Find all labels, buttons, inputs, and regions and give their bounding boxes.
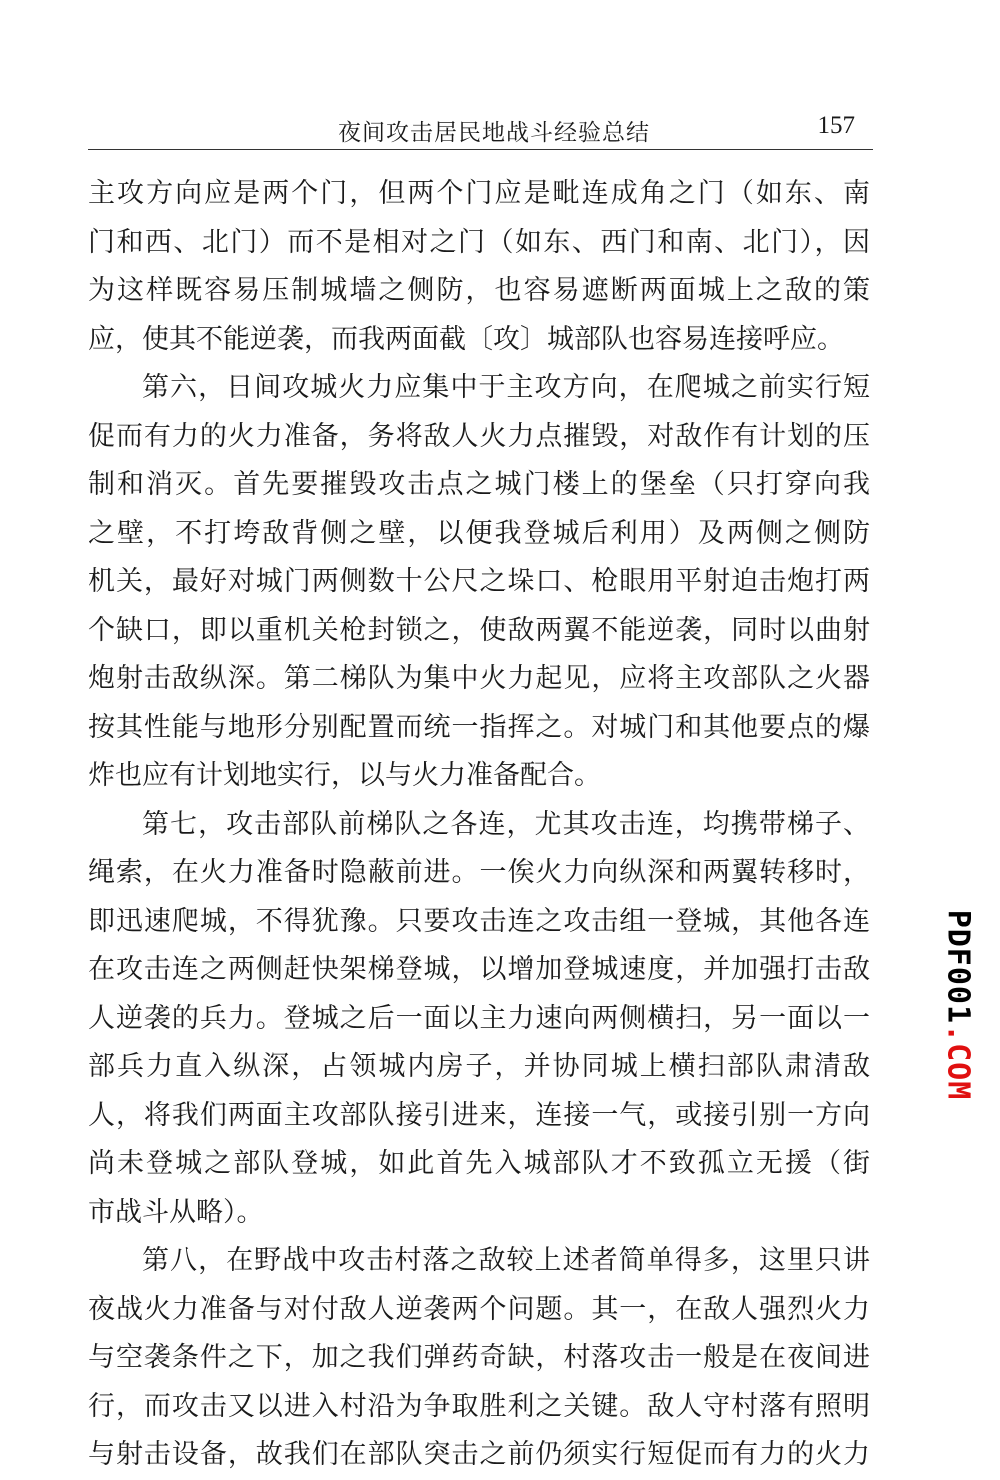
text-line: 主攻方向应是两个门，但两个门应是毗连成角之门（如东、南: [88, 178, 870, 209]
text-line: 市战斗从略）。: [88, 1196, 264, 1228]
text-line: 之壁，不打垮敌背侧之壁，以便我登城后利用）及两侧之侧防: [88, 517, 870, 549]
page-number: 157: [817, 112, 855, 139]
paragraph-start-line: 第七，攻击部队前梯队之各连，尤其攻击连，均携带梯子、: [142, 808, 870, 840]
text-line: 促而有力的火力准备，务将敌人火力点摧毁，对敌作有计划的压: [88, 420, 870, 452]
watermark: [936, 910, 980, 1100]
text-line: 行，而攻击又以进入村沿为争取胜利之关键。敌人守村落有照明: [88, 1390, 870, 1422]
running-title: 夜间攻击居民地战斗经验总结: [338, 120, 650, 146]
text-line: 炮射击敌纵深。第二梯队为集中火力起见，应将主攻部队之火器: [88, 663, 870, 694]
text-line: 应，使其不能逆袭，而我两面截〔攻〕城部队也容易连接呼应。: [88, 323, 844, 355]
text-line: 绳索，在火力准备时隐蔽前进。一俟火力向纵深和两翼转移时，: [88, 857, 870, 888]
watermark-text: [941, 910, 976, 1101]
text-line: 与射击设备，故我们在部队突击之前仍须实行短促而有力的火力: [88, 1439, 870, 1470]
header-rule: [88, 149, 873, 150]
watermark-part-a: PDF001: [940, 909, 976, 1025]
text-line: 人逆袭的兵力。登城之后一面以主力速向两侧横扫，另一面以一: [88, 1002, 870, 1034]
text-line: 个缺口，即以重机关枪封锁之，使敌两翼不能逆袭，同时以曲射: [88, 614, 870, 646]
text-line: 部兵力直入纵深，占领城内房子，并协同城上横扫部队肃清敌: [88, 1051, 870, 1082]
text-line: 制和消灭。首先要摧毁攻击点之城门楼上的堡垒（只打穿向我: [88, 469, 870, 500]
text-line: 炸也应有计划地实行，以与火力准备配合。: [88, 760, 601, 791]
text-line: 为这样既容易压制城墙之侧防，也容易遮断两面城上之敌的策: [88, 275, 870, 306]
paragraph-start-line: 第六，日间攻城火力应集中于主攻方向，在爬城之前实行短: [142, 372, 870, 403]
text-line: 机关，最好对城门两侧数十公尺之垛口、枪眼用平射迫击炮打两: [88, 566, 870, 597]
text-line: 与空袭条件之下，加之我们弹药奇缺，村落攻击一般是在夜间进: [88, 1342, 870, 1373]
text-line: 夜战火力准备与对付敌人逆袭两个问题。其一，在敌人强烈火力: [88, 1293, 870, 1325]
watermark-part-b: .COM: [940, 1024, 976, 1101]
text-line: 人，将我们两面主攻部队接引进来，连接一气，或接引别一方向: [88, 1099, 870, 1131]
page-header: [88, 112, 873, 152]
text-line: 在攻击连之两侧赶快架梯登城，以增加登城速度，并加强打击敌: [88, 954, 870, 985]
text-line: 即迅速爬城，不得犹豫。只要攻击连之攻击组一登城，其他各连: [88, 905, 870, 937]
text-line: 门和西、北门）而不是相对之门（如东、西门和南、北门），因: [88, 226, 870, 258]
body-text: [88, 170, 870, 1480]
paragraph-start-line: 第八，在野战中攻击村落之敌较上述者简单得多，这里只讲: [142, 1245, 870, 1276]
text-line: 尚未登城之部队登城，如此首先入城部队才不致孤立无援（街: [88, 1148, 870, 1179]
text-line: 按其性能与地形分别配置而统一指挥之。对城门和其他要点的爆: [88, 711, 870, 743]
